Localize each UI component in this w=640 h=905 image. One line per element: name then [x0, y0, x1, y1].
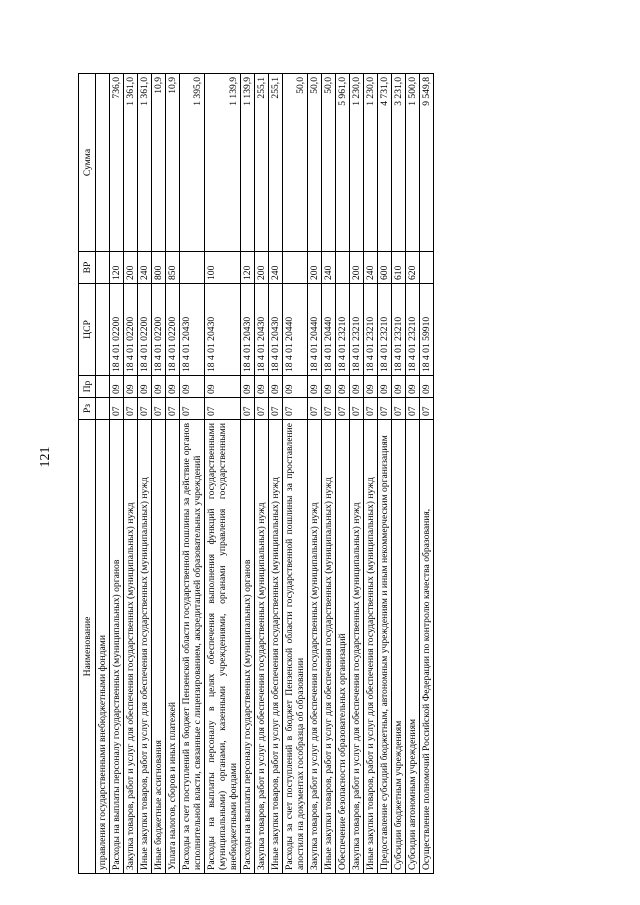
cell-sum: 1 139,9: [241, 74, 255, 252]
table-row: [110, 74, 124, 874]
cell-name: управления государственными внебюджетными фондами: [96, 420, 110, 874]
table-row: [96, 74, 110, 874]
cell-sum: 1 230,0: [350, 74, 364, 252]
cell-csr: 18 4 01 02200: [110, 284, 124, 376]
cell-rz: 07: [336, 398, 350, 420]
cell-rz: 07: [241, 398, 255, 420]
cell-csr: 18 4 01 20430: [255, 284, 269, 376]
cell-pr: 09: [180, 376, 205, 398]
cell-pr: 09: [364, 376, 378, 398]
cell-pr: 09: [378, 376, 392, 398]
cell-pr: 09: [138, 376, 152, 398]
page-number: 121: [38, 446, 53, 468]
cell-name: Предоставление субсидий бюджетным, автономным учреждениям и иным некоммерческим организациям: [378, 420, 392, 874]
cell-name: Обеспечение безопасности образовательных организаций: [336, 420, 350, 874]
cell-pr: 09: [241, 376, 255, 398]
table-row: [166, 74, 180, 874]
cell-name: Субсидии автономным учреждениям: [406, 420, 420, 874]
cell-name: Уплата налогов, сборов и иных платежей: [166, 420, 180, 874]
cell-csr: [96, 284, 110, 376]
cell-rz: 07: [283, 398, 308, 420]
table-row: [180, 74, 205, 874]
cell-name: Расходы на выплаты персоналу государственных (муниципальных) органов: [241, 420, 255, 874]
cell-vr: 240: [269, 252, 283, 284]
cell-vr: 200: [124, 252, 138, 284]
cell-pr: 09: [322, 376, 336, 398]
cell-csr: 18 4 01 20440: [283, 284, 308, 376]
cell-sum: 1 500,0: [406, 74, 420, 252]
table-header-row: [79, 74, 96, 874]
cell-pr: 09: [269, 376, 283, 398]
cell-sum: 1 230,0: [364, 74, 378, 252]
cell-name: Закупка товаров, работ и услуг для обеспечения государственных (муниципальных) нужд: [350, 420, 364, 874]
cell-sum: 1 361,0: [138, 74, 152, 252]
cell-sum: 1 361,0: [124, 74, 138, 252]
cell-name: Субсидии бюджетным учреждениям: [392, 420, 406, 874]
header-csr: ЦСР: [79, 284, 96, 376]
cell-pr: 09: [283, 376, 308, 398]
cell-csr: 18 4 01 23210: [378, 284, 392, 376]
cell-sum: 50,0: [283, 74, 308, 252]
cell-vr: 120: [241, 252, 255, 284]
cell-pr: 09: [392, 376, 406, 398]
cell-csr: 18 4 01 23210: [350, 284, 364, 376]
cell-vr: 200: [308, 252, 322, 284]
cell-rz: 07: [138, 398, 152, 420]
cell-csr: 18 4 01 20430: [241, 284, 255, 376]
cell-name: Иные закупки товаров, работ и услуг для обеспечения государственных (муниципальных) нужд: [138, 420, 152, 874]
cell-csr: 18 4 01 02200: [166, 284, 180, 376]
cell-sum: 5 961,0: [336, 74, 350, 252]
cell-rz: 07: [166, 398, 180, 420]
table-row: [241, 74, 255, 874]
header-pr: Пр: [79, 376, 96, 398]
header-vr: ВР: [79, 252, 96, 284]
cell-csr: 18 4 01 23210: [406, 284, 420, 376]
cell-pr: [96, 376, 110, 398]
cell-name: Иные закупки товаров, работ и услуг для обеспечения государственных (муниципальных) нужд: [322, 420, 336, 874]
cell-name: Иные закупки товаров, работ и услуг для обеспечения государственных (муниципальных) нужд: [364, 420, 378, 874]
cell-rz: 07: [420, 398, 434, 420]
cell-name: Расходы на выплаты персоналу в целях обеспечения выполнения функций государственными (муниципальными) органами, казенными учреждениями, органами управления государственными внебюджетными фондами: [205, 420, 241, 874]
cell-vr: 120: [110, 252, 124, 284]
cell-csr: 18 4 01 23210: [392, 284, 406, 376]
cell-pr: 09: [152, 376, 166, 398]
table-row: [322, 74, 336, 874]
cell-csr: 18 4 01 02200: [152, 284, 166, 376]
cell-pr: 09: [406, 376, 420, 398]
cell-pr: 09: [308, 376, 322, 398]
cell-rz: 07: [180, 398, 205, 420]
table-row: [283, 74, 308, 874]
table-row: [255, 74, 269, 874]
cell-sum: [96, 74, 110, 252]
cell-csr: 18 4 01 20440: [322, 284, 336, 376]
cell-sum: 4 731,0: [378, 74, 392, 252]
cell-name: Закупка товаров, работ и услуг для обеспечения государственных (муниципальных) нужд: [124, 420, 138, 874]
table-row: [205, 74, 241, 874]
table-row: [378, 74, 392, 874]
cell-name: Иные закупки товаров, работ и услуг для обеспечения государственных (муниципальных) нужд: [269, 420, 283, 874]
cell-vr: 850: [166, 252, 180, 284]
cell-rz: 07: [322, 398, 336, 420]
cell-vr: 100: [205, 252, 241, 284]
cell-rz: 07: [124, 398, 138, 420]
cell-name: Расходы на выплаты персоналу государственных (муниципальных) органов: [110, 420, 124, 874]
cell-vr: [180, 252, 205, 284]
cell-pr: 09: [350, 376, 364, 398]
cell-pr: 09: [255, 376, 269, 398]
cell-sum: 736,0: [110, 74, 124, 252]
table-row: [420, 74, 434, 874]
budget-table-container: [78, 74, 568, 874]
cell-vr: 610: [392, 252, 406, 284]
header-name: Наименование: [79, 420, 96, 874]
cell-sum: 1 395,0: [180, 74, 205, 252]
cell-vr: 620: [406, 252, 420, 284]
table-row: [138, 74, 152, 874]
cell-name: Осуществление полномочий Российской Федерации по контролю качества образования,: [420, 420, 434, 874]
cell-pr: 09: [205, 376, 241, 398]
cell-rz: 07: [364, 398, 378, 420]
cell-rz: 07: [255, 398, 269, 420]
cell-name: Закупка товаров, работ и услуг для обеспечения государственных (муниципальных) нужд: [255, 420, 269, 874]
cell-vr: [96, 252, 110, 284]
cell-vr: 240: [322, 252, 336, 284]
table-row: [124, 74, 138, 874]
cell-sum: 50,0: [308, 74, 322, 252]
cell-rz: [96, 398, 110, 420]
table-row: [406, 74, 420, 874]
cell-pr: 09: [124, 376, 138, 398]
table-row: [336, 74, 350, 874]
cell-sum: 50,0: [322, 74, 336, 252]
cell-vr: 240: [138, 252, 152, 284]
table-body: [96, 74, 434, 874]
cell-sum: 10,9: [152, 74, 166, 252]
cell-sum: 1 139,9: [205, 74, 241, 252]
cell-vr: 200: [255, 252, 269, 284]
cell-pr: 09: [420, 376, 434, 398]
cell-vr: 600: [378, 252, 392, 284]
cell-pr: 09: [166, 376, 180, 398]
budget-table: [78, 73, 434, 874]
table-row: [308, 74, 322, 874]
table-row: [350, 74, 364, 874]
cell-vr: [420, 252, 434, 284]
cell-rz: 07: [205, 398, 241, 420]
cell-pr: 09: [336, 376, 350, 398]
cell-csr: 18 4 01 23210: [336, 284, 350, 376]
cell-vr: [336, 252, 350, 284]
table-row: [364, 74, 378, 874]
cell-csr: 18 4 01 20430: [205, 284, 241, 376]
cell-name: Расходы за счет поступлений в бюджет Пензенской области государственной пошлины за действие органов исполнительной власти, связанные с лицензированием, аккредитацией образовательных учреждений: [180, 420, 205, 874]
cell-rz: 07: [308, 398, 322, 420]
cell-vr: [283, 252, 308, 284]
cell-rz: 07: [378, 398, 392, 420]
header-sum: Сумма: [79, 74, 96, 252]
cell-vr: 200: [350, 252, 364, 284]
cell-sum: 10,9: [166, 74, 180, 252]
cell-vr: 800: [152, 252, 166, 284]
cell-csr: 18 4 01 20440: [308, 284, 322, 376]
cell-vr: 240: [364, 252, 378, 284]
cell-name: Закупка товаров, работ и услуг для обеспечения государственных (муниципальных) нужд: [308, 420, 322, 874]
cell-rz: 07: [406, 398, 420, 420]
cell-rz: 07: [152, 398, 166, 420]
table-row: [152, 74, 166, 874]
table-row: [392, 74, 406, 874]
cell-csr: 18 4 01 23210: [364, 284, 378, 376]
cell-name: Иные бюджетные ассигнования: [152, 420, 166, 874]
cell-csr: 18 4 01 59910: [420, 284, 434, 376]
cell-rz: 07: [269, 398, 283, 420]
cell-sum: 255,1: [269, 74, 283, 252]
cell-csr: 18 4 01 20430: [269, 284, 283, 376]
cell-csr: 18 4 01 20430: [180, 284, 205, 376]
cell-csr: 18 4 01 02200: [138, 284, 152, 376]
table-row: [269, 74, 283, 874]
cell-rz: 07: [392, 398, 406, 420]
header-rz: Рз: [79, 398, 96, 420]
cell-pr: 09: [110, 376, 124, 398]
cell-csr: 18 4 01 02200: [124, 284, 138, 376]
cell-sum: 255,1: [255, 74, 269, 252]
cell-rz: 07: [110, 398, 124, 420]
cell-rz: 07: [350, 398, 364, 420]
cell-name: Расходы за счет поступлений в бюджет Пензенской области государственной пошлины за проставление апостиля на документах гособразца об образовании: [283, 420, 308, 874]
cell-sum: 9 549,8: [420, 74, 434, 252]
cell-sum: 3 231,0: [392, 74, 406, 252]
